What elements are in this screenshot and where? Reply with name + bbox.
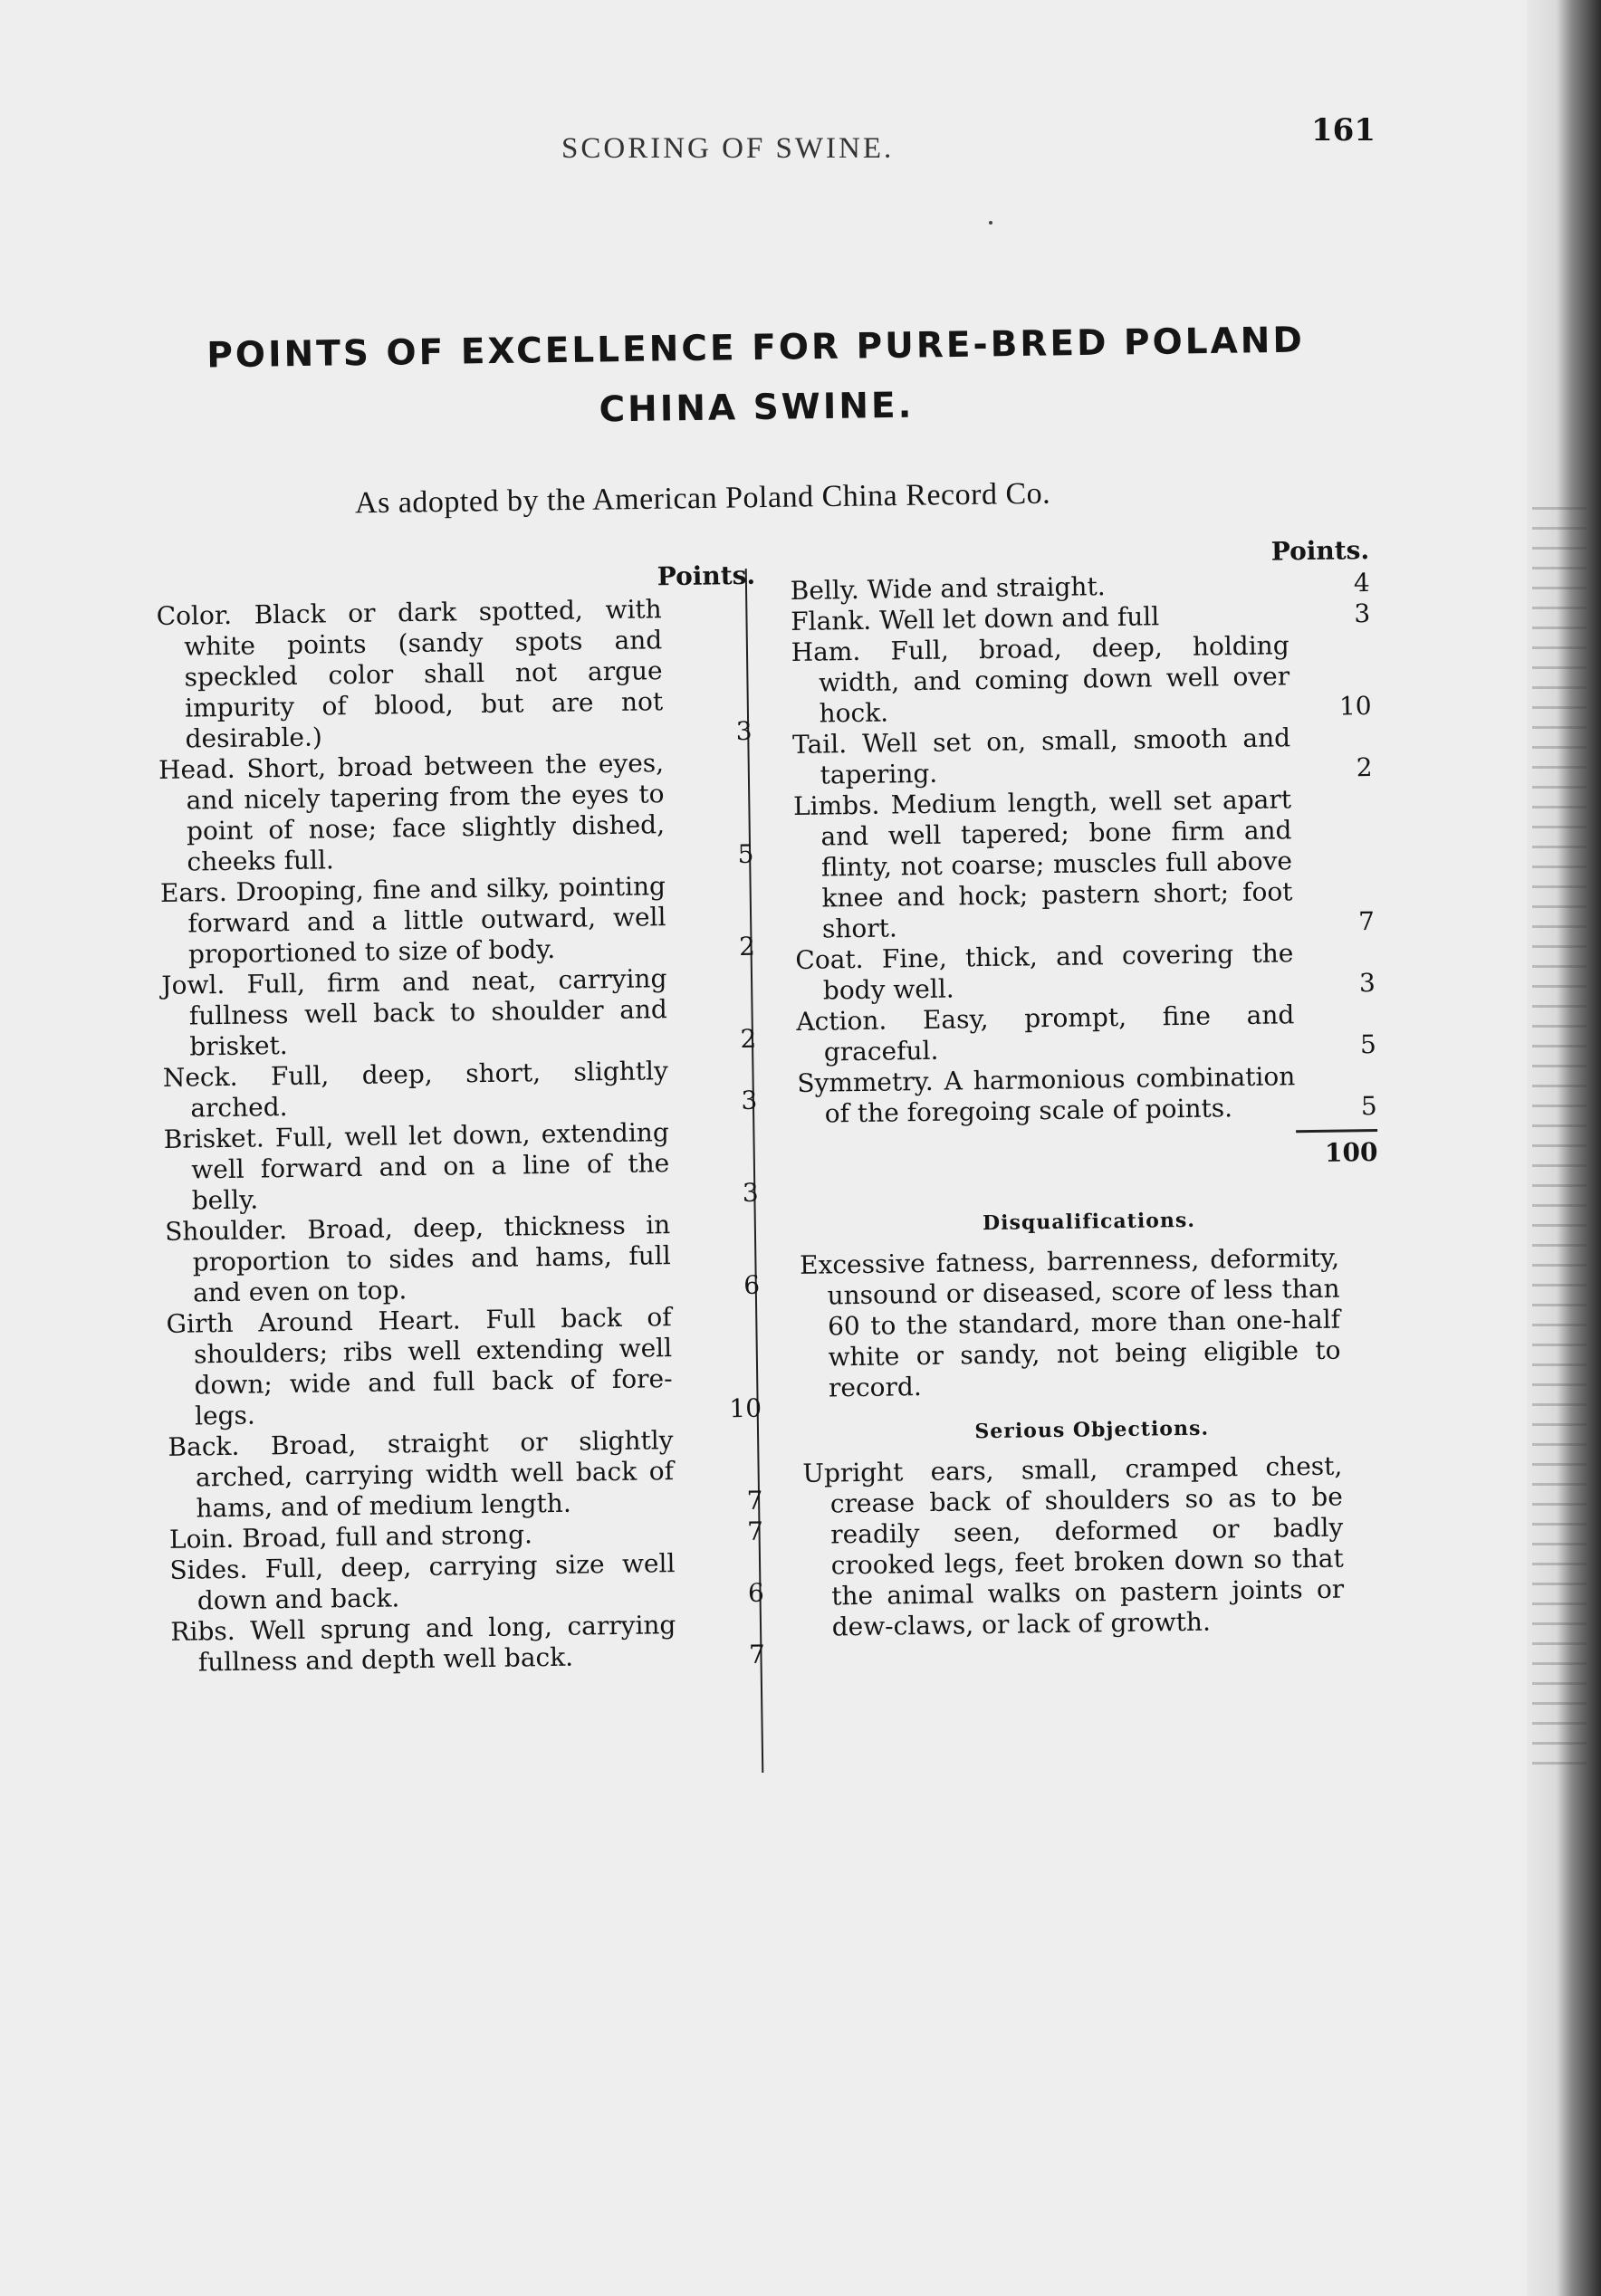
- entry-text: Coat. Fine, thick, and covering the body well.: [795, 938, 1294, 1006]
- entry-points: 6: [743, 1269, 761, 1301]
- serious-objections-text: Upright ears, small, cramped chest, crease back of shoulders so as to be readily seen, deformed or badly crooked legs, feet broken down so that the animal walks on pastern joints or dew-claws, or lack of growth.: [802, 1450, 1345, 1642]
- entry-points: 5: [1360, 1091, 1377, 1122]
- score-entry: [157, 593, 758, 755]
- entry-points: 3: [742, 1177, 759, 1209]
- entry-text: Brisket. Full, well let down, extending well forward and on a line of the belly.: [163, 1117, 670, 1216]
- total-rule: [1296, 1129, 1377, 1133]
- running-head: SCORING OF SWINE.: [561, 132, 895, 165]
- entry-points: 3: [741, 1085, 758, 1116]
- points-header: Points.: [657, 560, 756, 592]
- entry-text: Ham. Full, broad, deep, holding width, and coming down well over hock.: [791, 630, 1290, 729]
- entry-text: Symmetry. A harmonious combination of the foregoing scale of points.: [797, 1061, 1296, 1129]
- score-entry: [169, 1547, 770, 1617]
- entry-points: 7: [746, 1516, 764, 1546]
- edge-streaks: [1532, 507, 1587, 1775]
- score-entry: [792, 722, 1373, 791]
- entry-points: 3: [1354, 598, 1371, 629]
- score-entry: [791, 629, 1371, 730]
- entry-text: Sides. Full, deep, carrying size well down and back.: [169, 1548, 676, 1616]
- disqualifications-text: Excessive fatness, barrenness, deformity, unsound or diseased, score of less than 60 to the standard, more than one-half white or sandy, not being eligible to record.: [799, 1242, 1341, 1403]
- points-header: Points.: [1270, 535, 1370, 567]
- entry-text: Flank. Well let down and full: [790, 601, 1160, 636]
- score-entry: [796, 999, 1376, 1068]
- entry-points: 7: [746, 1485, 763, 1516]
- right-column: [790, 535, 1385, 1643]
- entry-points: 7: [748, 1639, 766, 1669]
- entry-points: 10: [729, 1392, 762, 1424]
- page-title: POINTS OF EXCELLENCE FOR PURE-BRED POLAND CHINA SWINE.: [206, 320, 1306, 431]
- entry-text: Ears. Drooping, fine and silky, pointing forward and a little outward, well proportioned to size of body.: [159, 871, 666, 970]
- entry-text: Loin. Broad, full and strong.: [168, 1519, 533, 1555]
- score-entry: [165, 1209, 765, 1309]
- entry-text: Jowl. Full, firm and neat, carrying fullness well back to shoulder and brisket.: [161, 963, 668, 1062]
- serious-objections-heading: Serious Objections.: [974, 1416, 1210, 1444]
- score-entry: [168, 1424, 768, 1525]
- disqualifications-heading: Disqualifications.: [982, 1208, 1196, 1236]
- entry-points: 6: [747, 1577, 765, 1608]
- score-entry: [793, 783, 1375, 945]
- entry-points: 2: [738, 931, 756, 962]
- page-binding-edge: [1527, 0, 1601, 2296]
- page-number: 161: [1311, 112, 1376, 148]
- score-entry: [166, 1301, 767, 1432]
- entry-text: Girth Around Heart. Full back of shoulders; ribs well extending well down; wide and full back of fore-legs.: [166, 1302, 673, 1431]
- score-entry: [795, 937, 1376, 1007]
- entry-points: 5: [1359, 1029, 1377, 1060]
- entry-points: 3: [1358, 968, 1376, 999]
- entry-points: 10: [1338, 691, 1372, 722]
- entry-points: 7: [1357, 906, 1376, 937]
- entry-text: Color. Black or dark spotted, with white points (sandy spots and speckled color shall not argue impurity of blood, but are not desirable.): [156, 594, 664, 754]
- right-entries: [791, 568, 1377, 1130]
- score-entry: [158, 747, 760, 878]
- entry-text: Belly. Wide and straight.: [790, 571, 1106, 606]
- score-entry: [163, 1055, 763, 1124]
- score-entry: [160, 870, 761, 971]
- print-speck: [989, 221, 992, 225]
- page-subtitle: As adopted by the American Poland China Record Co.: [354, 476, 1051, 521]
- entry-text: Tail. Well set on, small, smooth and tapering.: [791, 722, 1291, 790]
- entry-points: 4: [1353, 568, 1370, 598]
- total-points: 100: [1324, 1136, 1378, 1168]
- entry-text: Ribs. Well sprung and long, carrying fullness and depth well back.: [170, 1610, 676, 1678]
- entry-points: 2: [1356, 752, 1373, 783]
- left-column: [156, 560, 771, 1679]
- entry-text: Shoulder. Broad, deep, thickness in proportion to sides and hams, full and even on top.: [164, 1210, 671, 1308]
- score-entry: [161, 962, 762, 1063]
- entry-text: Action. Easy, prompt, fine and graceful.: [796, 1000, 1295, 1067]
- left-entries: [157, 593, 772, 1679]
- entry-points: 3: [735, 715, 753, 747]
- entry-text: Back. Broad, straight or slightly arched, carrying width well back of hams, and of medium length.: [168, 1425, 675, 1524]
- entry-text: Neck. Full, deep, short, slightly arched.: [162, 1056, 669, 1124]
- entry-text: Head. Short, broad between the eyes, and nicely tapering from the eyes to point of nose; face slightly dished, cheeks full.: [158, 748, 666, 877]
- score-entry: [797, 1060, 1377, 1130]
- score-entry: [164, 1116, 764, 1217]
- entry-text: Limbs. Medium length, well set apart and well tapered; bone firm and flinty, not coarse; muscles full above knee and hock; pastern short; foot short.: [792, 784, 1293, 944]
- entry-points: 2: [740, 1023, 757, 1055]
- entry-points: 5: [737, 838, 754, 870]
- score-entry: [170, 1609, 771, 1679]
